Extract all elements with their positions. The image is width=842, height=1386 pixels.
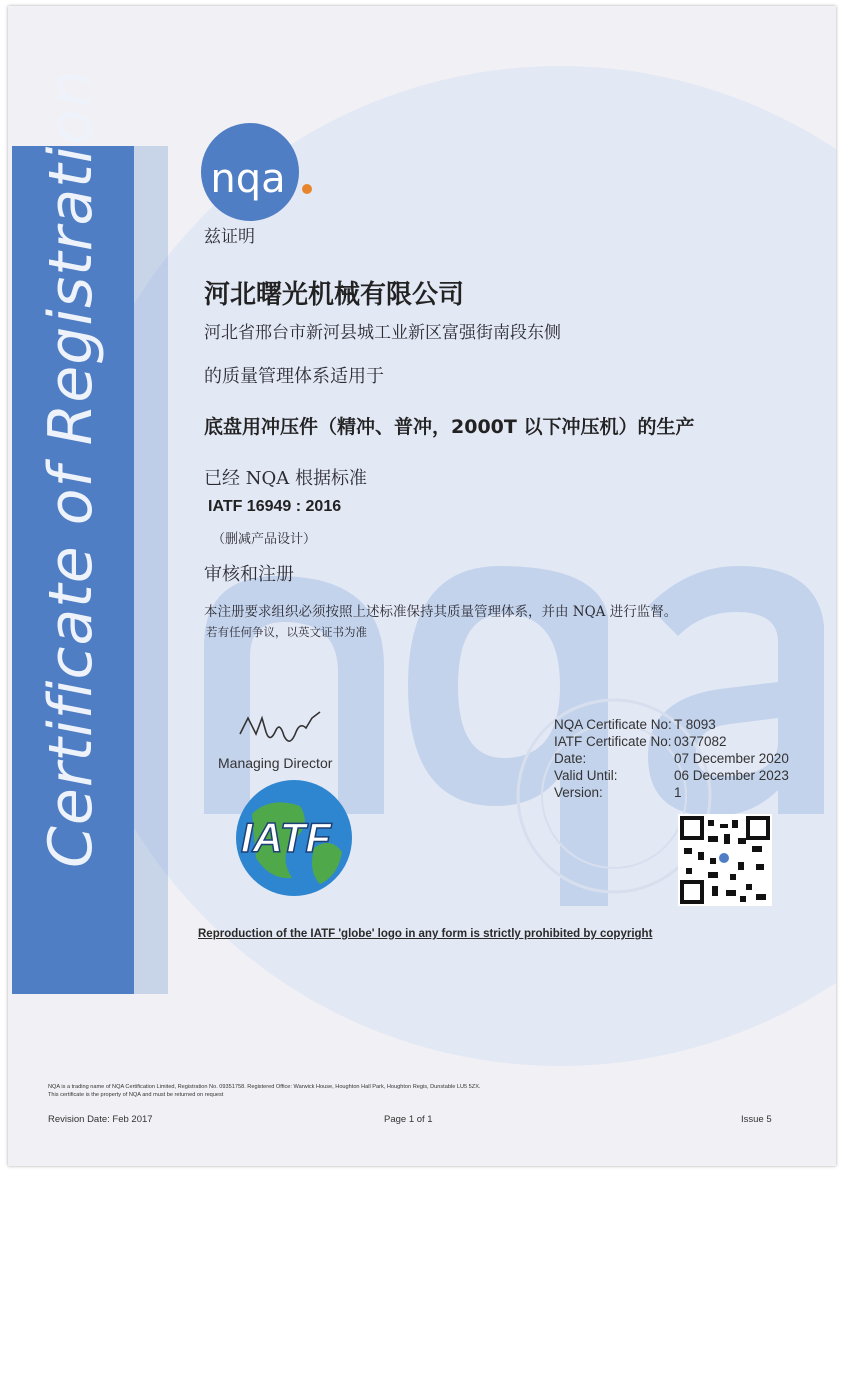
fine-print-property: This certificate is the property of NQA and must be returned on request [48,1092,224,1098]
certificate-sheet [8,6,836,1166]
issue-number: Issue 5 [741,1114,772,1125]
exclusion-note: （删减产品设计） [212,532,317,547]
company-address: 河北省邢台市新河县城工业新区富强街南段东侧 [204,323,561,343]
info-row-valid-until [554,767,789,784]
header-cn: 兹证明 [204,227,255,247]
info-label: IATF Certificate No: [554,734,672,749]
company-name: 河北曙光机械有限公司 [204,280,465,310]
copyright-notice: Reproduction of the IATF 'globe' logo in any form is strictly prohibited by copyright [198,928,653,940]
standard-name: IATF 16949 : 2016 [208,498,342,515]
info-value: 06 December 2023 [674,768,789,783]
revision-date: Revision Date: Feb 2017 [48,1114,153,1125]
qr-code [678,814,772,906]
iatf-globe-logo [236,780,352,896]
left-band-fade [134,146,168,994]
info-row-iatf-cert [554,733,789,750]
nqa-logo-text: nqa [210,156,286,202]
iatf-logo-text: IATF [240,814,332,861]
registered-text: 审核和注册 [204,564,294,585]
side-title: Certificate of Registration [36,68,106,868]
info-label: NQA Certificate No: [554,717,672,732]
info-row-nqa-cert [554,716,789,733]
certification-scope: 底盘用冲压件（精冲、普冲，2000T 以下冲压机）的生产 [204,416,695,438]
certificate-background [8,6,836,1166]
scope-intro: 的质量管理体系适用于 [204,366,384,387]
info-label: Date: [554,751,587,766]
qr-center-logo [719,853,729,863]
info-value: T 8093 [674,717,716,732]
info-value: 07 December 2020 [674,751,789,766]
info-row-version [554,784,789,801]
info-label: Version: [554,785,603,800]
by-standard: 已经 NQA 根据标准 [204,468,367,489]
background-circle [60,66,836,1066]
fine-print-registration: NQA is a trading name of NQA Certification Limited, Registration No. 09351758. Registered Office: Warwick House, Houghton Hall Park, Houghton Regis, Dunstable LU5 5ZX. [48,1084,481,1090]
info-row-date [554,750,789,767]
info-value: 0377082 [674,734,727,749]
certificate-info [554,716,789,801]
page-number: Page 1 of 1 [384,1114,433,1125]
signatory-title: Managing Director [218,755,333,771]
dispute-note: 若有任何争议，以英文证书为准 [206,625,367,639]
info-value: 1 [674,785,682,800]
registration-condition: 本注册要求组织必须按照上述标准保持其质量管理体系，并由 NQA 进行监督。 [204,604,678,620]
nqa-logo-dot [302,184,312,194]
info-label: Valid Until: [554,768,618,783]
